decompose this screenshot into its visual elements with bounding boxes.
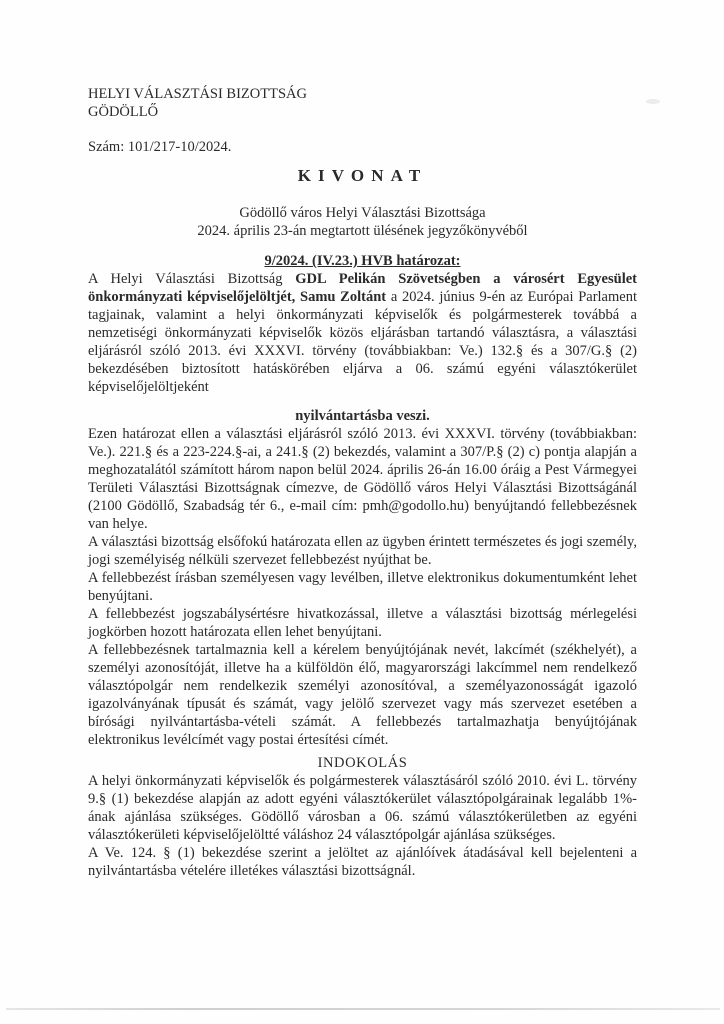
decision-number-heading: [88, 252, 637, 270]
appeal-paragraph-deadline: Ezen határozat ellen a választási eljárásról szóló 2013. évi XXXVI. törvény (továbbiakban: Ve.). 221.§ és a 223-224.§-ai, a 241.§ (2) bekezdés, valamint a 307/P.§ (2) c) pontja alapján a meghozatalától számított három napon belül 2024. április 26-án 16.00 óráig a Pest Vármegyei Területi Választási Bizottságnak címezve, de Gödöllő város Helyi Választási Bizottságánál (2100 Gödöllő, Szabadság tér 6., e-mail cím: pmh@godollo.hu) benyújtandó fellebbezésnek van helye.: [88, 426, 637, 532]
page-edge-artifact: [6, 1008, 720, 1010]
issuing-authority: HELYI VÁLASZTÁSI BIZOTTSÁG: [88, 86, 307, 102]
decision-paragraph: [88, 270, 637, 396]
reasoning-paragraph-registration: A Ve. 124. § (1) bekezdése szerint a jelöltet az ajánlóívek átadásával kell bejelenteni a nyilvántartásba vételére illetékes választási bizottságnál.: [88, 845, 637, 879]
appeal-paragraph-who: A választási bizottság elsőfokú határozata ellen az ügyben érintett természetes és jogi személy, jogi személyiség nélküli szervezet fellebbezést nyújthat be.: [88, 534, 637, 568]
decision-number-text: 9/2024. (IV.23.) HVB határozat:: [264, 253, 461, 269]
verdict-line: nyilvántartásba veszi.: [295, 408, 430, 424]
case-number: Szám: 101/217-10/2024.: [88, 139, 232, 155]
candidate-and-organization-name: GDL Pelikán Szövetségben a városért Egyesület önkormányzati képviselőjelöltjét, Samu Zoltánt: [88, 271, 637, 305]
decision-body: a 2024. június 9-én az Európai Parlament tagjainak, valamint a helyi önkormányzati képviselők és polgármesterek továbbá a nemzetiségi önkormányzati képviselők közös eljárásban tartandó választásra, a választási eljárásról szóló 2013. évi XXXVI. törvény (továbbiakban: Ve.) 132.§ és a 307/G.§ (2) bekezdésében biztosított hatáskörében eljárva a 06. számú egyéni választókerület képviselőjelöltjeként: [88, 289, 637, 395]
document-content: [88, 0, 637, 880]
decision-intro: A Helyi Választási Bizottság: [88, 271, 296, 287]
letterhead: [88, 85, 637, 121]
reasoning-heading: INDOKOLÁS: [317, 755, 408, 771]
subtitle-session: 2024. április 23-án megtartott ülésének jegyzőkönyvéből: [197, 223, 528, 239]
appeal-paragraph-how: A fellebbezést írásban személyesen vagy levélben, illetve elektronikus dokumentumként lehet benyújtani.: [88, 570, 637, 604]
appeal-information-block: [88, 425, 637, 749]
document-subtitle: [88, 204, 637, 240]
issuing-city: GÖDÖLLŐ: [88, 104, 159, 120]
reasoning-paragraph-recommendations: A helyi önkormányzati képviselők és polgármesterek választásáról szóló 2010. évi L. törvény 9.§ (1) bekezdése alapján az adott egyéni választókerület választópolgárainak legalább 1%-ának ajánlása szükséges. Gödöllő városban a 06. számú választókerületben az egyéni választókerületi képviselőjelöltté váláshoz 24 választópolgár ajánlása szükséges.: [88, 773, 637, 843]
appeal-paragraph-grounds: A fellebbezést jogszabálysértésre hivatkozással, illetve a választási bizottság mérlegelési jogkörben hozott határozata ellen lehet benyújtani.: [88, 606, 637, 640]
appeal-paragraph-contents: A fellebbezésnek tartalmaznia kell a kérelem benyújtójának nevét, lakcímét (székhelyét), a személyi azonosítóját, illetve ha a külföldön élő, magyarországi lakcímmel nem rendelkező választópolgár nem rendelkezik személyi azonosítóval, a személyazonosságát igazoló igazolványának típusát és számát, vagy jelölő szervezet vagy más szervezet esetében a bírósági nyilvántartásba-vételi számát. A fellebbezés tartalmazhatja benyújtójának elektronikus levélcímét vagy postai értesítési címét.: [88, 642, 637, 748]
subtitle-committee: Gödöllő város Helyi Választási Bizottsága: [239, 205, 486, 221]
document-title: KIVONAT: [297, 166, 428, 185]
scan-smudge-artifact: [646, 99, 660, 104]
